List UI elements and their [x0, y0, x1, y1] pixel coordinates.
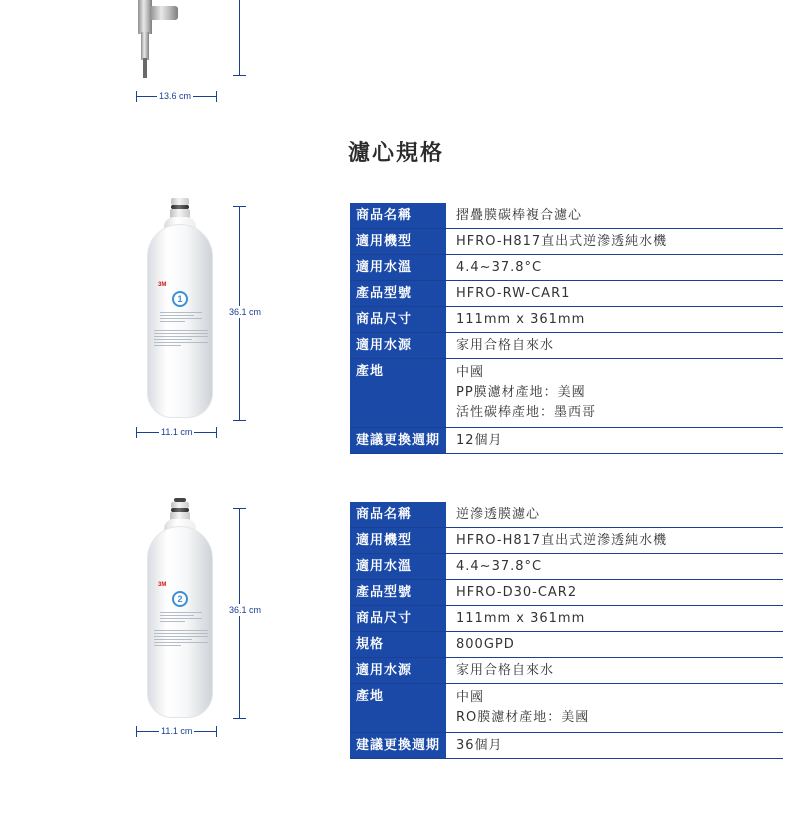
spec-key: 產品型號	[350, 580, 446, 605]
spec-key: 建議更換週期	[350, 428, 446, 453]
spec-key: 商品尺寸	[350, 606, 446, 631]
spec-row	[350, 684, 783, 733]
spec-value-line: 111mm x 361mm	[456, 611, 586, 626]
filter2-spec-table	[350, 502, 783, 759]
spec-value-line: HFRO-H817直出式逆滲透純水機	[456, 533, 668, 548]
spec-value-line: 中國	[456, 365, 485, 380]
spec-value-line: PP膜濾材產地：美國	[456, 385, 586, 400]
spec-row	[350, 554, 783, 580]
filter2-height-cap-bottom	[233, 718, 246, 719]
spec-value-line: 活性碳棒產地：墨西哥	[456, 405, 597, 420]
spec-row	[350, 428, 783, 454]
spec-value	[446, 281, 783, 306]
filter1-number-badge: 1	[172, 291, 188, 307]
filter1-3m-logo: 3M	[158, 282, 167, 288]
spec-key: 適用機型	[350, 528, 446, 553]
spec-row	[350, 333, 783, 359]
spec-value	[446, 307, 783, 332]
spec-row	[350, 528, 783, 554]
spec-row	[350, 580, 783, 606]
faucet-height-cap	[233, 75, 246, 76]
filter2-height-label: 36.1 cm	[229, 605, 262, 615]
filter1-cap-nut	[171, 198, 189, 205]
filter1-label-text	[160, 312, 202, 324]
spec-key: 適用水溫	[350, 554, 446, 579]
spec-key: 適用機型	[350, 229, 446, 254]
spec-key: 適用水溫	[350, 255, 446, 280]
spec-value-line: 4.4~37.8°C	[456, 260, 543, 275]
filter2-3m-logo: 3M	[158, 582, 167, 588]
spec-key: 商品名稱	[350, 203, 446, 228]
spec-key: 產品型號	[350, 281, 446, 306]
spec-value-line: 36個月	[456, 738, 503, 753]
spec-value	[446, 528, 783, 553]
spec-key: 適用水源	[350, 333, 446, 358]
spec-value-line: 摺疊膜碳棒複合濾心	[456, 208, 583, 223]
spec-key: 商品尺寸	[350, 307, 446, 332]
spec-value	[446, 502, 783, 527]
spec-value-line: 12個月	[456, 433, 503, 448]
spec-value	[446, 333, 783, 358]
filter1-label-table	[154, 330, 208, 348]
spec-row	[350, 255, 783, 281]
spec-value-line: RO膜濾材產地：美國	[456, 710, 590, 725]
spec-row	[350, 632, 783, 658]
spec-value-line: HFRO-H817直出式逆滲透純水機	[456, 234, 668, 249]
spec-value-line: 家用合格自來水	[456, 338, 555, 353]
spec-key: 建議更換週期	[350, 733, 446, 758]
filter2-label-table	[154, 630, 208, 648]
spec-value-line: 800GPD	[456, 637, 515, 652]
spec-value	[446, 203, 783, 228]
spec-value	[446, 229, 783, 254]
spec-key: 適用水源	[350, 658, 446, 683]
spec-key: 商品名稱	[350, 502, 446, 527]
page-title: 濾心規格	[348, 141, 445, 166]
spec-value-line: 家用合格自來水	[456, 663, 555, 678]
spec-value	[446, 658, 783, 683]
spec-value	[446, 580, 783, 605]
filter1-height-cap-top	[233, 206, 246, 207]
filter1-width-label: 11.1 cm	[161, 427, 193, 437]
spec-value	[446, 359, 783, 427]
faucet-height-line	[239, 0, 240, 76]
filter1-height-cap-bottom	[233, 420, 246, 421]
spec-value-line: 逆滲透膜濾心	[456, 507, 541, 522]
filter2-image	[140, 498, 220, 720]
filter2-width-label: 11.1 cm	[161, 726, 193, 736]
spec-key: 規格	[350, 632, 446, 657]
spec-value	[446, 606, 783, 631]
filter2-height-cap-top	[233, 508, 246, 509]
spec-value-line: 中國	[456, 690, 485, 705]
spec-row	[350, 733, 783, 759]
filter1-height-label: 36.1 cm	[229, 307, 262, 317]
filter2-label-text	[160, 612, 202, 624]
faucet-tip	[143, 58, 147, 78]
spec-row	[350, 281, 783, 307]
spec-value-line: 111mm x 361mm	[456, 312, 586, 327]
filter2-number-badge: 2	[172, 591, 188, 607]
spec-key: 產地	[350, 359, 446, 427]
spec-row	[350, 502, 783, 528]
spec-row	[350, 307, 783, 333]
filter1-image	[140, 198, 220, 420]
spec-key: 產地	[350, 684, 446, 732]
spec-value	[446, 684, 783, 732]
spec-row	[350, 359, 783, 428]
faucet-width-label: 13.6 cm	[159, 91, 192, 101]
spec-value	[446, 632, 783, 657]
filter1-spec-table	[350, 203, 783, 454]
spec-row	[350, 229, 783, 255]
spec-value-line: HFRO-D30-CAR2	[456, 585, 578, 600]
spec-value	[446, 255, 783, 280]
spec-value	[446, 554, 783, 579]
spec-row	[350, 203, 783, 229]
spec-value-line: 4.4~37.8°C	[456, 559, 543, 574]
faucet-stem	[141, 32, 149, 60]
faucet-joint	[150, 6, 178, 20]
spec-value-line: HFRO-RW-CAR1	[456, 286, 571, 301]
spec-value	[446, 733, 783, 758]
spec-value	[446, 428, 783, 453]
spec-row	[350, 606, 783, 632]
spec-row	[350, 658, 783, 684]
